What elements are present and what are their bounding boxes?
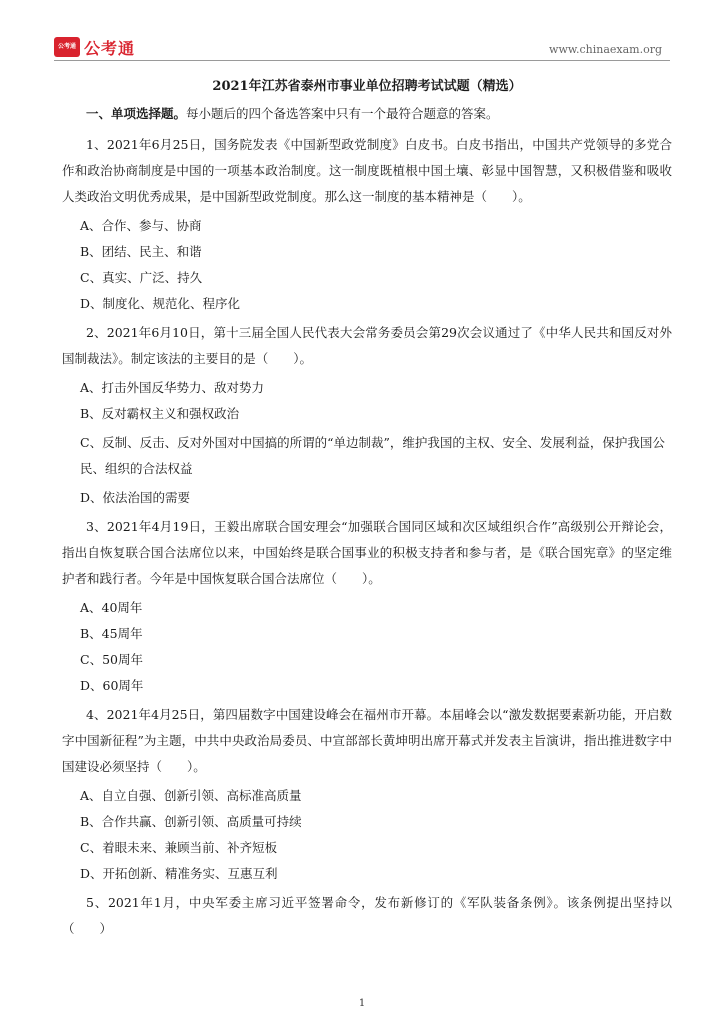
option-a: A、40周年	[80, 600, 143, 615]
question-text: 1、2021年6月25日，国务院发表《中国新型政党制度》白皮书。白皮书指出，中国共产党领导的多党合作和政治协商制度是中国的一项基本政治制度。这一制度既植根中国土壤、彰显中国智慧，又积极借鉴和吸收人类政治文明优秀成果，是中国新型政党制度。那么这一制度的基本精神是（ ）。	[62, 137, 672, 204]
question-3	[62, 514, 672, 696]
document-body	[62, 78, 672, 942]
option-a: A、打击外国反华势力、敌对势力	[80, 380, 265, 395]
question-4	[62, 702, 672, 884]
option-d: D、60周年	[80, 678, 144, 693]
question-5	[62, 890, 672, 942]
option-d: D、依法治国的需要	[80, 490, 191, 505]
option-b: B、合作共赢、创新引领、高质量可持续	[80, 814, 302, 829]
document-title: 2021年江苏省泰州市事业单位招聘考试试题（精选）	[212, 79, 522, 94]
option-a: A、自立自强、创新引领、高标准高质量	[80, 788, 302, 803]
option-d: D、制度化、规范化、程序化	[80, 296, 241, 311]
section-heading	[62, 104, 672, 124]
site-url[interactable]: www.chinaexam.org	[549, 43, 662, 56]
option-b: B、反对霸权主义和强权政治	[80, 406, 240, 421]
logo-text: 公考通	[84, 38, 136, 58]
page-header	[0, 0, 724, 62]
option-c: C、着眼未来、兼顾当前、补齐短板	[80, 840, 278, 855]
page-number: 1	[358, 998, 366, 1009]
question-text: 3、2021年4月19日，王毅出席联合国安理会“加强联合国同区域和次区域组织合作”高级别公开辩论会，指出自恢复联合国合法席位以来，中国始终是联合国事业的积极支持者和参与者，是《联合国宪章》的坚定维护者和践行者。今年是中国恢复联合国合法席位（ ）。	[62, 519, 672, 586]
header-divider	[54, 60, 670, 61]
question-text: 5、2021年1月，中央军委主席习近平签署命令，发布新修订的《军队装备条例》。该条例提出坚持以（ ）	[62, 895, 672, 936]
question-1	[62, 132, 672, 314]
option-c: C、反制、反击、反对外国对中国搞的所谓的“单边制裁”，维护我国的主权、安全、发展利益，保护我国公民、组织的合法权益	[80, 435, 665, 476]
option-d: D、开拓创新、精准务实、互惠互利	[80, 866, 278, 881]
logo[interactable]	[54, 36, 135, 58]
logo-badge-icon: 公考通	[54, 37, 80, 57]
section-instruction: 每小题后的四个备选答案中只有一个最符合题意的答案。	[186, 106, 499, 121]
option-b: B、45周年	[80, 626, 143, 641]
section-heading-label: 一、单项选择题。	[86, 106, 187, 121]
option-b: B、团结、民主、和谐	[80, 244, 202, 259]
question-text: 2、2021年6月10日，第十三届全国人民代表大会常务委员会第29次会议通过了《中华人民共和国反对外国制裁法》。制定该法的主要目的是（ ）。	[62, 325, 672, 366]
question-2	[62, 320, 672, 508]
option-c: C、50周年	[80, 652, 143, 667]
option-a: A、合作、参与、协商	[80, 218, 202, 233]
option-c: C、真实、广泛、持久	[80, 270, 203, 285]
question-text: 4、2021年4月25日，第四届数字中国建设峰会在福州市开幕。本届峰会以“激发数据要素新功能，开启数字中国新征程”为主题，中共中央政治局委员、中宣部部长黄坤明出席开幕式并发表主旨演讲，指出推进数字中国建设必须坚持（ ）。	[62, 707, 672, 774]
